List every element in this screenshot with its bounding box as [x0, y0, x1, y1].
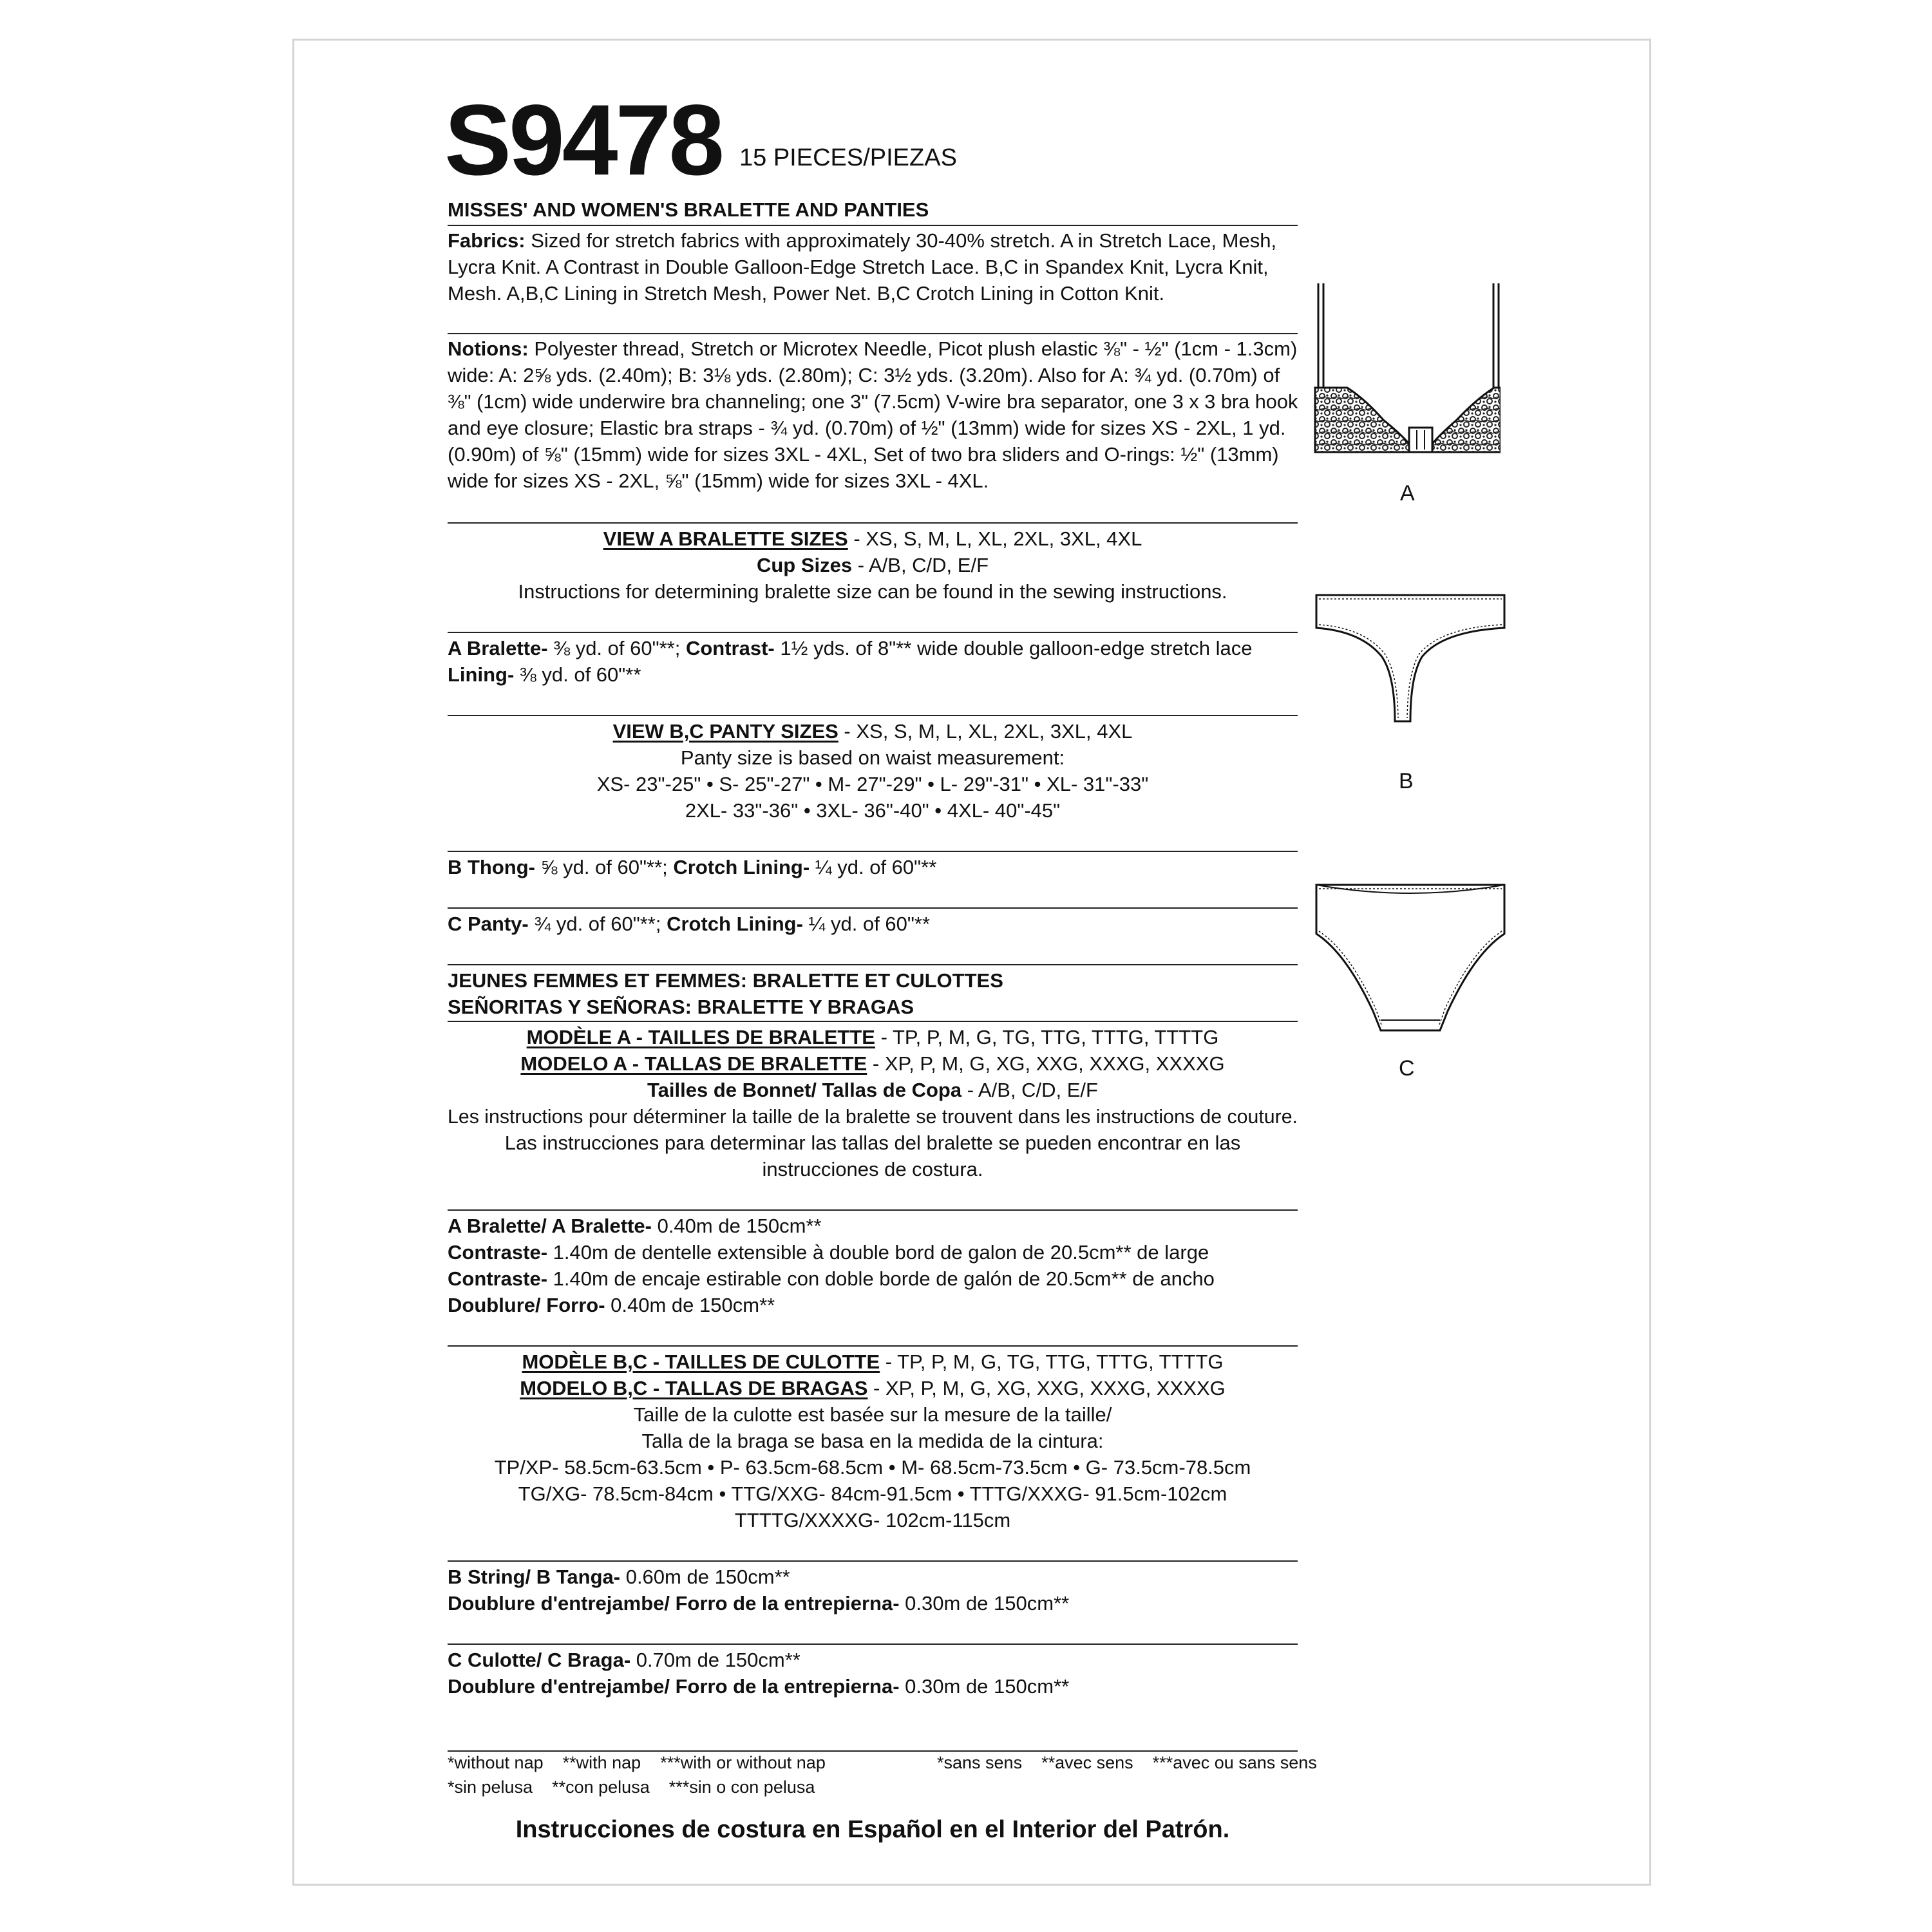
divider: [448, 964, 1298, 965]
fabrics-line-3: Mesh. A,B,C Lining in Stretch Mesh, Power Net. B,C Crotch Lining in Cotton Knit.: [448, 282, 1165, 305]
view-a-sizes: VIEW A BRALETTE SIZES - XS, S, M, L, XL, 2XL, 3XL, 4XL: [603, 527, 1142, 550]
cup-sizes-fr-es: Tailles de Bonnet/ Tallas de Copa - A/B, C/D, E/F: [647, 1079, 1098, 1101]
modele-a-fr: MODÈLE A - TAILLES DE BRALETTE - TP, P, M, G, TG, TTG, TTTG, TTTTG: [526, 1026, 1219, 1048]
divider: [448, 333, 1298, 334]
divider: [448, 715, 1298, 716]
panty-illustration: [1314, 882, 1507, 1037]
divider: [448, 1750, 1298, 1752]
cup-sizes: Cup Sizes - A/B, C/D, E/F: [756, 554, 989, 576]
a-bralette-metric: A Bralette/ A Bralette- 0.40m de 150cm**: [448, 1215, 822, 1237]
pieces-count: 15 PIECES/PIEZAS: [739, 144, 957, 171]
b-thong-yardage: B Thong- ⅝ yd. of 60"**; Crotch Lining- ¼ yd. of 60"**: [448, 856, 937, 878]
a-lining-yardage: Lining- ⅜ yd. of 60"**: [448, 663, 641, 686]
fabrics-line-2: Lycra Knit. A Contrast in Double Galloon-Edge Stretch Lace. B,C in Spandex Knit, Lycra Knit,: [448, 256, 1269, 278]
divider: [448, 1560, 1298, 1562]
notions-line-4: and eye closure; Elastic bra straps - ¾ yd. (0.70m) of ½" (13mm) wide for sizes XS - 2XL, 1 yd.: [448, 417, 1286, 439]
view-label-b: B: [1399, 769, 1414, 793]
thong-illustration: [1314, 592, 1507, 741]
panty-size-note: Panty size is based on waist measurement:: [680, 746, 1065, 769]
notions-line-5: (0.90m) of ⅝" (15mm) wide for sizes 3XL - 4XL, Set of two bra sliders and O-rings: ½" (13mm): [448, 443, 1279, 466]
divider: [448, 1643, 1298, 1645]
fabrics-line-1: Fabrics: Sized for stretch fabrics with approximately 30-40% stretch. A in Stretch Lace, Mesh,: [448, 229, 1277, 252]
notions-line-3: ⅜" (1cm) wide underwire bra channeling; one 3" (7.5cm) V-wire bra separator, one 3 x 3 bra hook: [448, 390, 1298, 413]
panty-size-row-1: XS- 23"-25" • S- 25"-27" • M- 27"-29" • L- 29"-31" • XL- 31"-33": [596, 773, 1149, 795]
view-label-a: A: [1400, 481, 1415, 506]
view-label-c: C: [1399, 1056, 1415, 1081]
culotte-note-fr: Taille de la culotte est basée sur la mesure de la taille/: [633, 1403, 1112, 1426]
notions-line-6: wide for sizes XS - 2XL, ⅝" (15mm) wide for sizes 3XL - 4XL.: [448, 469, 989, 492]
divider: [448, 1345, 1298, 1347]
pattern-title: MISSES' AND WOMEN'S BRALETTE AND PANTIES: [448, 198, 929, 221]
view-bc-sizes: VIEW B,C PANTY SIZES - XS, S, M, L, XL, 2XL, 3XL, 4XL: [612, 720, 1133, 743]
c-panty-yardage: C Panty- ¾ yd. of 60"**; Crotch Lining- ¼ yd. of 60"**: [448, 913, 931, 935]
divider: [448, 907, 1298, 909]
c-culotte-metric: C Culotte/ C Braga- 0.70m de 150cm**: [448, 1649, 800, 1671]
divider: [448, 851, 1298, 852]
modelo-bc-es: MODELO B,C - TALLAS DE BRAGAS - XP, P, M, G, XG, XXG, XXXG, XXXXG: [520, 1377, 1226, 1399]
divider: [448, 522, 1298, 524]
size-note-fr: Les instructions pour déterminer la taille de la bralette se trouvent dans les instructions de couture.: [448, 1105, 1298, 1128]
notions-line-2: wide: A: 2⅝ yds. (2.40m); B: 3⅛ yds. (2.80m); C: 3½ yds. (3.20m). Also for A: ¾ yd. (0.70m) of: [448, 364, 1280, 386]
braga-note-es: Talla de la braga se basa en la medida de la cintura:: [641, 1430, 1104, 1452]
divider: [448, 1021, 1298, 1022]
divider: [448, 632, 1298, 633]
a-bralette-yardage: A Bralette- ⅜ yd. of 60"**; Contrast- 1½ yds. of 8"** wide double galloon-edge stretch lace: [448, 637, 1253, 659]
title-es: SEÑORITAS Y SEÑORAS: BRALETTE Y BRAGAS: [448, 996, 914, 1018]
footnote-fr: *sans sens **avec sens ***avec ou sans sens: [937, 1753, 1317, 1772]
footnote-en: *without nap **with nap ***with or without nap: [448, 1753, 826, 1772]
contrast-es: Contraste- 1.40m de encaje estirable con doble borde de galón de 20.5cm** de ancho: [448, 1267, 1215, 1290]
panty-size-row-2: 2XL- 33"-36" • 3XL- 36"-40" • 4XL- 40"-45": [685, 799, 1061, 822]
modele-bc-fr: MODÈLE B,C - TAILLES DE CULOTTE - TP, P, M, G, TG, TTG, TTTG, TTTTG: [522, 1350, 1224, 1373]
footnote-es: *sin pelusa **con pelusa ***sin o con pelusa: [448, 1777, 815, 1797]
size-note-es-1: Las instrucciones para determinar las tallas del bralette se pueden encontrar en las: [504, 1132, 1241, 1154]
contrast-fr: Contraste- 1.40m de dentelle extensible à double bord de galon de 20.5cm** de large: [448, 1241, 1209, 1264]
size-note-es-2: instrucciones de costura.: [762, 1158, 983, 1180]
notions-line-1: Notions: Polyester thread, Stretch or Microtex Needle, Picot plush elastic ⅜" - ½" (1cm - 1.3cm): [448, 337, 1298, 360]
bralette-illustration: [1307, 277, 1501, 470]
view-a-size-note: Instructions for determining bralette size can be found in the sewing instructions.: [518, 580, 1227, 603]
b-string-lining: Doublure d'entrejambe/ Forro de la entrepierna- 0.30m de 150cm**: [448, 1592, 1070, 1615]
b-string-metric: B String/ B Tanga- 0.60m de 150cm**: [448, 1566, 790, 1588]
divider: [448, 1209, 1298, 1211]
metric-size-row-3: TTTTG/XXXXG- 102cm-115cm: [734, 1509, 1011, 1531]
metric-size-row-2: TG/XG- 78.5cm-84cm • TTG/XXG- 84cm-91.5cm • TTTG/XXXG- 91.5cm-102cm: [518, 1482, 1227, 1505]
metric-size-row-1: TP/XP- 58.5cm-63.5cm • P- 63.5cm-68.5cm • M- 68.5cm-73.5cm • G- 73.5cm-78.5cm: [494, 1456, 1251, 1479]
lining-metric: Doublure/ Forro- 0.40m de 150cm**: [448, 1294, 775, 1316]
spanish-instructions-note: Instrucciones de costura en Español en el Interior del Patrón.: [515, 1816, 1230, 1843]
divider: [448, 225, 1298, 226]
c-culotte-lining: Doublure d'entrejambe/ Forro de la entrepierna- 0.30m de 150cm**: [448, 1675, 1070, 1698]
pattern-number: S9478: [444, 84, 723, 196]
modelo-a-es: MODELO A - TALLAS DE BRALETTE - XP, P, M, G, XG, XXG, XXXG, XXXXG: [520, 1052, 1225, 1075]
title-fr: JEUNES FEMMES ET FEMMES: BRALETTE ET CULOTTES: [448, 969, 1003, 992]
